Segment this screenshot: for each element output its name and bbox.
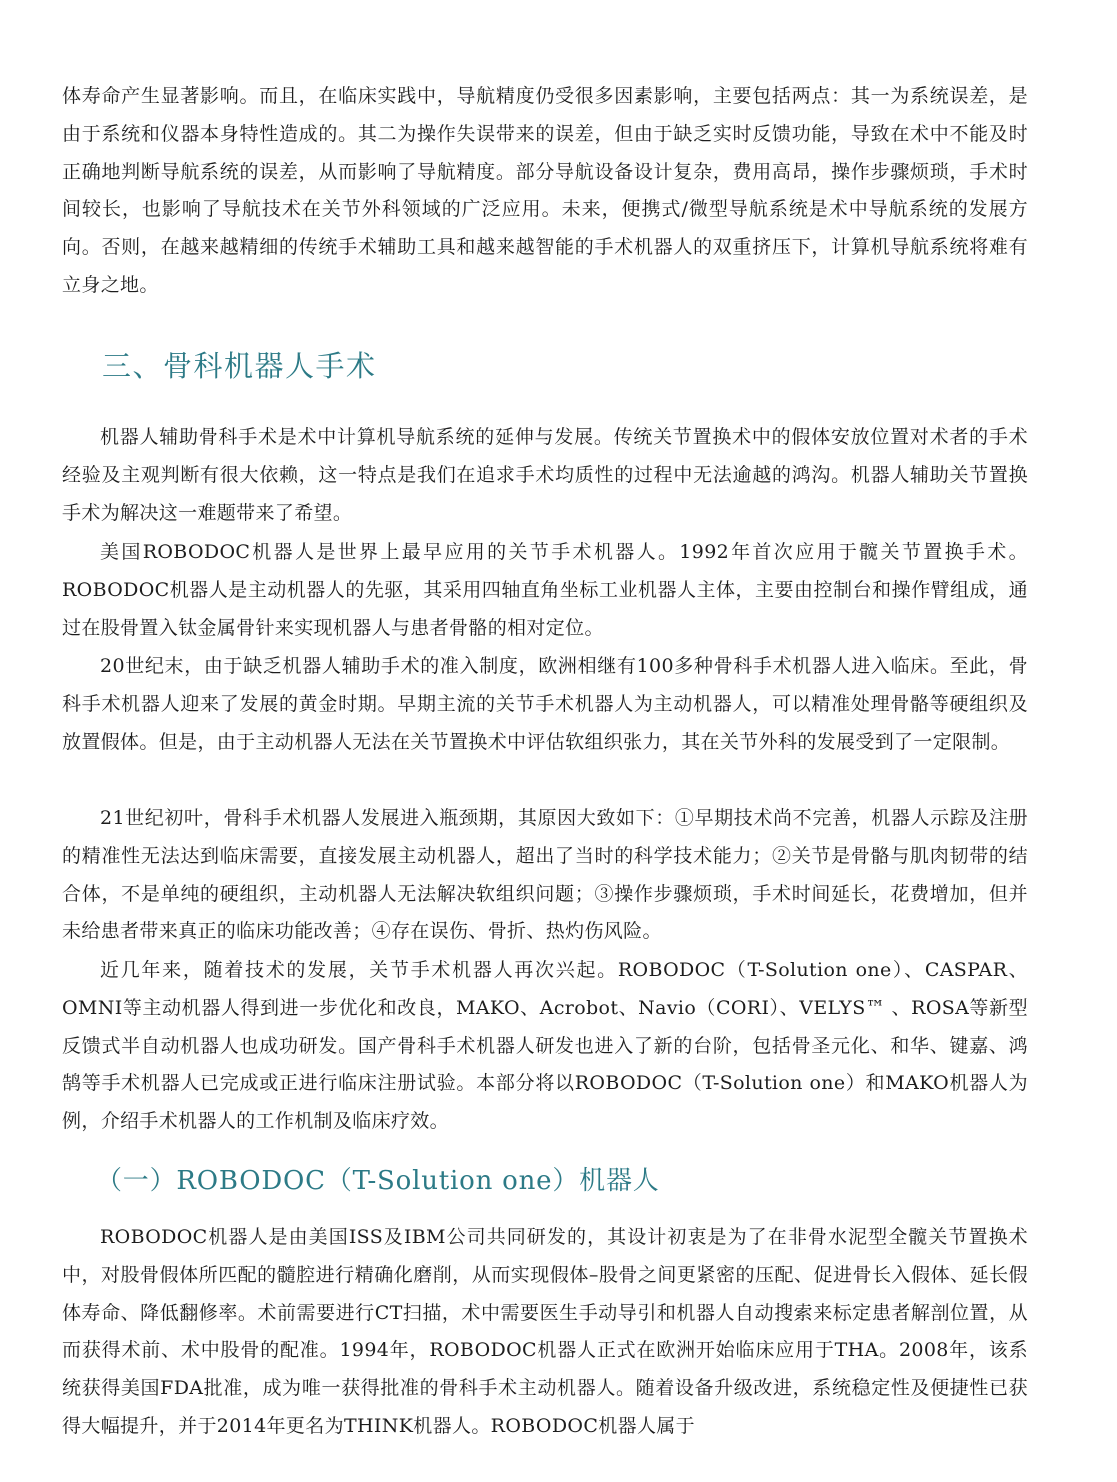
paragraph-robot-assisted-intro: 机器人辅助骨科手术是术中计算机导航系统的延伸与发展。传统关节置换术中的假体安放位置对术者的手术经验及主观判断有很大依赖，这一特点是我们在追求手术均质性的过程中无法逾越的鸿沟。机器人辅助关节置换手术为解决这一难题带来了希望。 bbox=[62, 426, 1028, 524]
paragraph-navigation-precision: 体寿命产生显著影响。而且，在临床实践中，导航精度仍受很多因素影响，主要包括两点：其一为系统误差，是由于系统和仪器本身特性造成的。其二为操作失误带来的误差，但由于缺乏实时反馈功能，导致在术中不能及时正确地判断导航系统的误差，从而影响了导航精度。部分导航设备设计复杂，费用高昂，操作步骤烦琐，手术时间较长，也影响了导航技术在关节外科领域的广泛应用。未来，便携式/微型导航系统是术中导航系统的发展方向。否则，在越来越精细的传统手术辅助工具和越来越智能的手术机器人的双重挤压下，计算机导航系统将难有立身之地。 bbox=[62, 85, 1028, 296]
paragraph-21st-century-bottleneck: 21世纪初叶，骨科手术机器人发展进入瓶颈期，其原因大致如下：①早期技术尚不完善，机器人示踪及注册的精准性无法达到临床需要，直接发展主动机器人，超出了当时的科学技术能力；②关节是骨骼与肌肉韧带的结合体，不是单纯的硬组织，主动机器人无法解决软组织问题；③操作步骤烦琐，手术时间延长，花费增加，但并未给患者带来真正的临床功能改善；④存在误伤、骨折、热灼伤风险。 bbox=[62, 807, 1028, 943]
document-page bbox=[62, 0, 1028, 1482]
paragraph-recent-years: 近几年来，随着技术的发展，关节手术机器人再次兴起。ROBODOC（T-Solution one）、CASPAR、OMNI等主动机器人得到进一步优化和改良，MAKO、Acrobot、Navio（CORI）、VELYS™ 、ROSA等新型反馈式半自动机器人也成功研发。国产骨科手术机器人研发也进入了新的台阶，包括骨圣元化、和华、键嘉、鸿鹄等手术机器人已完成或正进行临床注册试验。本部分将以ROBODOC（T-Solution one）和MAKO机器人为例，介绍手术机器人的工作机制及临床疗效。 bbox=[62, 959, 1028, 1133]
subsection-heading-robodoc: （一）ROBODOC（T-Solution one）机器人 bbox=[96, 1166, 660, 1196]
paragraph-robodoc-details: ROBODOC机器人是由美国ISS及IBM公司共同研发的，其设计初衷是为了在非骨水泥型全髋关节置换术中，对股骨假体所匹配的髓腔进行精确化磨削，从而实现假体–股骨之间更紧密的压配、促进骨长入假体、延长假体寿命、降低翻修率。术前需要进行CT扫描，术中需要医生手动导引和机器人自动搜索来标定患者解剖位置，从而获得术前、术中股骨的配准。1994年，ROBODOC机器人正式在欧洲开始临床应用于THA。2008年，该系统获得美国FDA批准，成为唯一获得批准的骨科手术主动机器人。随着设备升级改进，系统稳定性及便捷性已获得大幅提升，并于2014年更名为THINK机器人。ROBODOC机器人属于 bbox=[62, 1226, 1028, 1437]
paragraph-robodoc-history: 美国ROBODOC机器人是世界上最早应用的关节手术机器人。1992年首次应用于髋关节置换手术。ROBODOC机器人是主动机器人的先驱，其采用四轴直角坐标工业机器人主体，主要由控制台和操作臂组成，通过在股骨置入钛金属骨针来实现机器人与患者骨骼的相对定位。 bbox=[62, 541, 1028, 639]
paragraph-20th-century: 20世纪末，由于缺乏机器人辅助手术的准入制度，欧洲相继有100多种骨科手术机器人进入临床。至此，骨科手术机器人迎来了发展的黄金时期。早期主流的关节手术机器人为主动机器人，可以精准处理骨骼等硬组织及放置假体。但是，由于主动机器人无法在关节置换术中评估软组织张力，其在关节外科的发展受到了一定限制。 bbox=[62, 655, 1028, 753]
section-heading-orthopedic-robot-surgery: 三、骨科机器人手术 bbox=[102, 349, 377, 383]
